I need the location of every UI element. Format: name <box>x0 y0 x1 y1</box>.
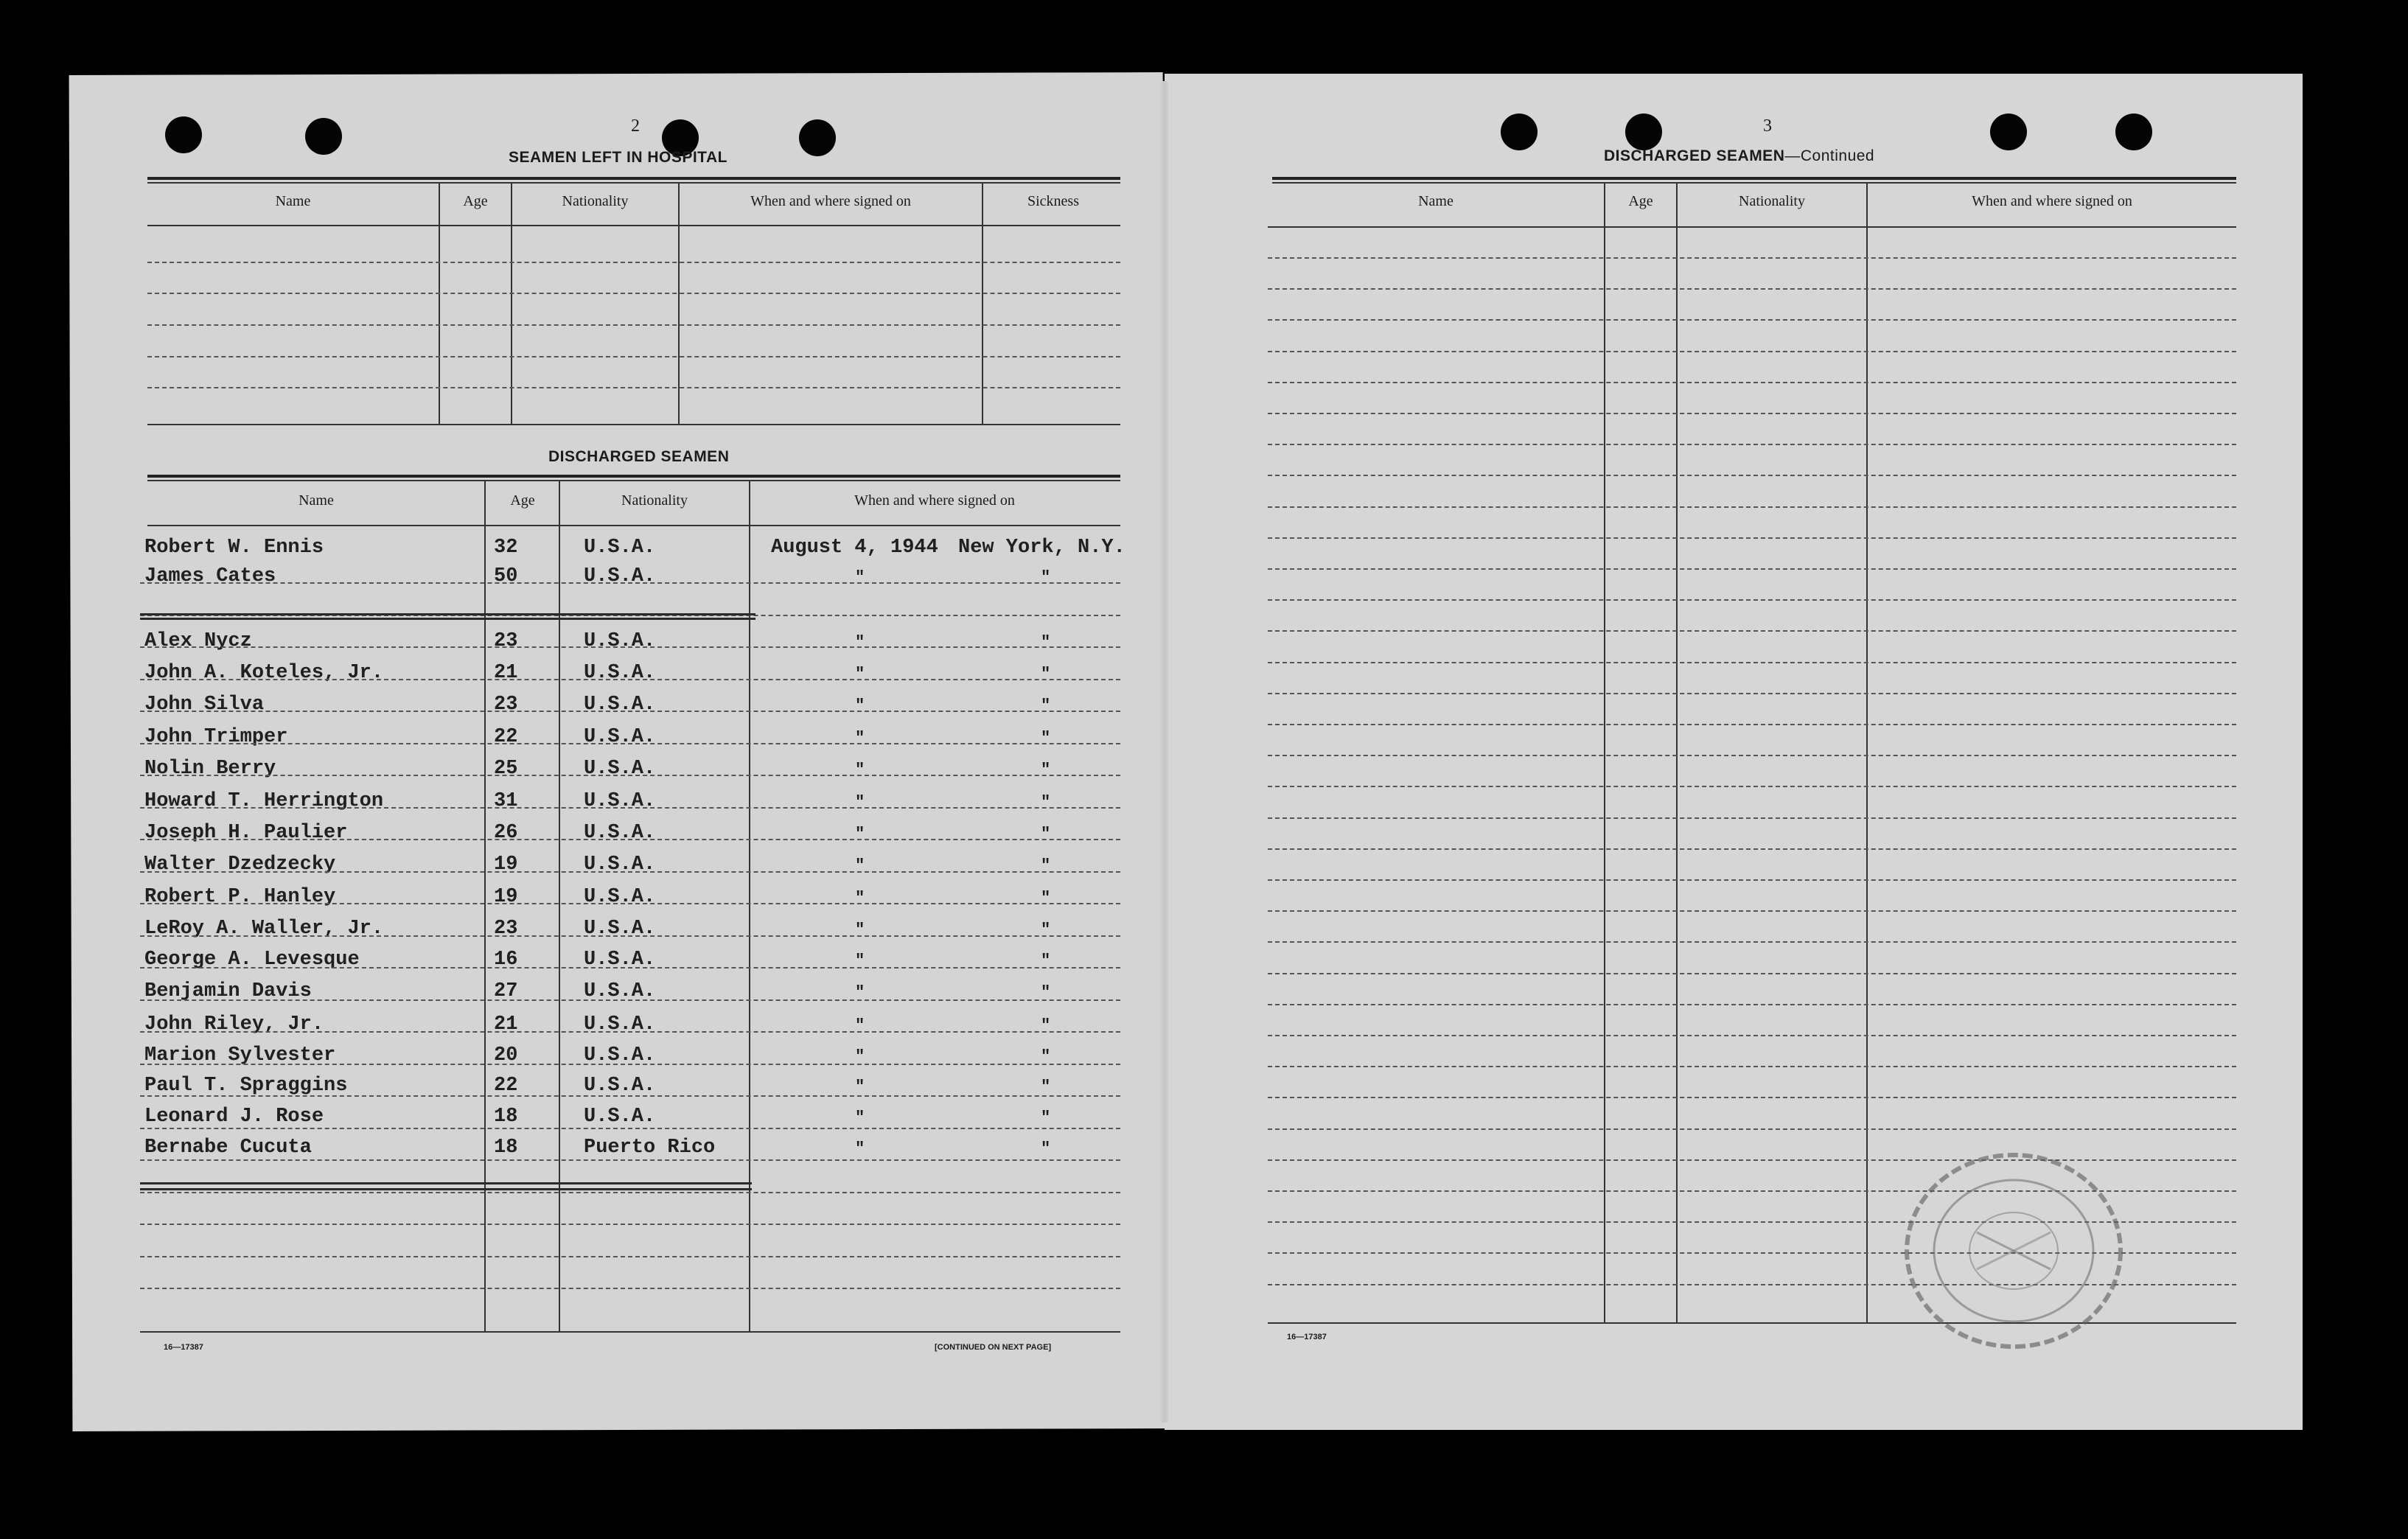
table-rule <box>1272 177 2236 180</box>
row-rule <box>1268 1097 2236 1098</box>
signed-on-date: " <box>855 793 865 812</box>
right-col-name: Name <box>1418 193 1453 209</box>
seaman-name: Howard T. Herrington <box>144 790 384 812</box>
row-rule <box>140 679 1120 680</box>
table-rule <box>1866 182 1868 1323</box>
seaman-name: Marion Sylvester <box>144 1044 336 1067</box>
punch-hole <box>1625 114 1662 150</box>
seaman-nationality: U.S.A. <box>584 758 656 780</box>
table-rule <box>147 177 1120 180</box>
seaman-name: Nolin Berry <box>144 758 276 780</box>
continued-note: [CONTINUED ON NEXT PAGE] <box>935 1343 1052 1352</box>
seaman-name: Joseph H. Paulier <box>144 822 348 844</box>
table-bottom-rule <box>140 1331 1120 1333</box>
seaman-name: Benjamin Davis <box>144 980 312 1002</box>
signed-on-place: New York, N.Y. <box>958 537 1126 559</box>
signed-on-place: " <box>1041 1016 1051 1035</box>
row-rule <box>1268 630 2236 632</box>
seaman-nationality: U.S.A. <box>584 1106 656 1128</box>
postmark-stamp <box>1896 1144 2132 1358</box>
seaman-name: Paul T. Spraggins <box>144 1075 348 1097</box>
seaman-nationality: U.S.A. <box>584 1044 656 1067</box>
seaman-age: 31 <box>494 790 518 812</box>
row-rule <box>1268 973 2236 974</box>
signed-on-date: " <box>855 633 865 652</box>
seaman-age: 19 <box>494 886 518 908</box>
row-rule <box>1268 1128 2236 1130</box>
signed-on-place: " <box>1041 761 1051 779</box>
row-rule <box>140 935 1120 937</box>
strikethrough-line <box>140 1182 752 1184</box>
table-rule <box>147 225 1120 226</box>
table-rule <box>439 182 440 425</box>
signed-on-date: " <box>855 1016 865 1035</box>
seaman-nationality: U.S.A. <box>584 918 656 940</box>
row-rule <box>140 1031 1120 1033</box>
row-rule <box>1268 382 2236 383</box>
signed-on-date: " <box>855 1078 865 1096</box>
hospital-col-sickness: Sickness <box>1027 193 1079 209</box>
signed-on-place: " <box>1041 729 1051 747</box>
seaman-name: Bernabe Cucuta <box>144 1137 312 1159</box>
signed-on-date: " <box>855 825 865 843</box>
signed-on-place: " <box>1041 665 1051 683</box>
row-rule <box>140 1095 1120 1097</box>
row-rule <box>1268 755 2236 756</box>
signed-on-date: " <box>855 568 865 587</box>
seaman-age: 50 <box>494 565 518 587</box>
row-rule <box>1268 1004 2236 1005</box>
discharged-col-signed-on: When and where signed on <box>854 492 1015 509</box>
seaman-nationality: U.S.A. <box>584 694 656 716</box>
table-rule <box>484 480 486 1332</box>
table-rule <box>147 262 1120 263</box>
seaman-age: 26 <box>494 822 518 844</box>
signed-on-place: " <box>1041 889 1051 907</box>
right-page-number: 3 <box>1763 116 1772 136</box>
left-page <box>69 72 1167 1431</box>
hospital-col-age: Age <box>463 193 488 209</box>
hospital-section-title: SEAMEN LEFT IN HOSPITAL <box>509 149 727 166</box>
row-rule <box>140 582 1120 584</box>
right-col-nationality: Nationality <box>1739 193 1805 209</box>
discharged-col-age: Age <box>510 492 535 509</box>
signed-on-date: August 4, 1944 <box>771 537 938 559</box>
row-rule <box>1268 257 2236 259</box>
seaman-nationality: Puerto Rico <box>584 1137 716 1159</box>
row-rule <box>1268 319 2236 321</box>
right-form-number: 16—17387 <box>1287 1333 1327 1341</box>
row-rule <box>1268 444 2236 445</box>
seaman-nationality: U.S.A. <box>584 726 656 748</box>
hospital-col-name: Name <box>275 193 311 209</box>
seaman-age: 25 <box>494 758 518 780</box>
signed-on-place: " <box>1041 856 1051 875</box>
row-rule <box>140 711 1120 712</box>
left-form-number: 16—17387 <box>164 1343 203 1352</box>
seaman-nationality: U.S.A. <box>584 662 656 684</box>
signed-on-place: " <box>1041 825 1051 843</box>
table-rule <box>982 182 983 425</box>
seaman-name: Robert P. Hanley <box>144 886 336 908</box>
signed-on-date: " <box>855 921 865 939</box>
seaman-nationality: U.S.A. <box>584 537 656 559</box>
row-rule <box>1268 662 2236 663</box>
seaman-age: 23 <box>494 694 518 716</box>
seaman-name: John A. Koteles, Jr. <box>144 662 384 684</box>
signed-on-date: " <box>855 856 865 875</box>
seaman-name: John Silva <box>144 694 265 716</box>
signed-on-date: " <box>855 665 865 683</box>
seaman-age: 18 <box>494 1106 518 1128</box>
row-rule <box>140 1128 1120 1129</box>
table-rule <box>749 480 750 1332</box>
row-rule <box>1268 879 2236 881</box>
table-rule <box>147 525 1120 526</box>
seaman-nationality: U.S.A. <box>584 1013 656 1036</box>
signed-on-date: " <box>855 1140 865 1158</box>
hospital-col-nationality: Nationality <box>562 193 629 209</box>
row-rule <box>1268 568 2236 570</box>
seaman-name: Robert W. Ennis <box>144 537 324 559</box>
row-rule <box>1268 475 2236 476</box>
row-rule <box>1268 786 2236 787</box>
right-title-suffix: —Continued <box>1784 147 1875 164</box>
signed-on-place: " <box>1041 1109 1051 1127</box>
seaman-age: 19 <box>494 854 518 876</box>
row-rule <box>140 871 1120 873</box>
row-rule <box>140 903 1120 904</box>
seaman-age: 21 <box>494 662 518 684</box>
seaman-nationality: U.S.A. <box>584 630 656 652</box>
row-rule <box>1268 1066 2236 1067</box>
punch-hole <box>1990 114 2027 150</box>
row-rule <box>1268 941 2236 943</box>
right-col-signed-on: When and where signed on <box>1972 193 2132 209</box>
signed-on-place: " <box>1041 983 1051 1002</box>
seaman-age: 18 <box>494 1137 518 1159</box>
right-page <box>1165 74 2303 1430</box>
row-rule <box>140 743 1120 744</box>
discharged-col-nationality: Nationality <box>621 492 688 509</box>
table-rule <box>147 424 1120 425</box>
table-rule <box>1604 182 1605 1323</box>
row-rule <box>140 1224 1120 1225</box>
row-rule <box>1268 413 2236 414</box>
seaman-age: 16 <box>494 949 518 971</box>
left-page-number: 2 <box>631 116 640 136</box>
signed-on-date: " <box>855 729 865 747</box>
row-rule <box>1268 1035 2236 1036</box>
table-rule <box>147 356 1120 357</box>
table-rule <box>678 182 680 425</box>
table-rule <box>147 293 1120 294</box>
table-rule <box>511 182 512 425</box>
row-rule <box>140 1159 1120 1161</box>
signed-on-date: " <box>855 697 865 715</box>
strikethrough-line <box>140 613 755 615</box>
strikethrough-line <box>140 1188 752 1190</box>
signed-on-place: " <box>1041 633 1051 652</box>
punch-hole <box>305 118 342 155</box>
row-rule <box>1268 724 2236 725</box>
row-rule <box>1268 693 2236 694</box>
seaman-nationality: U.S.A. <box>584 790 656 812</box>
row-rule <box>140 1288 1120 1289</box>
row-rule <box>140 1064 1120 1065</box>
seaman-age: 21 <box>494 1013 518 1036</box>
seaman-nationality: U.S.A. <box>584 886 656 908</box>
row-rule <box>140 646 1120 648</box>
row-rule <box>1268 910 2236 912</box>
row-rule <box>1268 351 2236 352</box>
signed-on-place: " <box>1041 793 1051 812</box>
punch-hole <box>1501 114 1538 150</box>
seaman-age: 22 <box>494 1075 518 1097</box>
table-rule <box>559 480 560 1332</box>
signed-on-date: " <box>855 1047 865 1066</box>
table-rule <box>147 324 1120 326</box>
seaman-nationality: U.S.A. <box>584 980 656 1002</box>
seaman-nationality: U.S.A. <box>584 822 656 844</box>
table-rule <box>1268 226 2236 228</box>
row-rule <box>140 839 1120 840</box>
punch-hole <box>2115 114 2152 150</box>
signed-on-place: " <box>1041 952 1051 970</box>
signed-on-place: " <box>1041 1078 1051 1096</box>
seaman-nationality: U.S.A. <box>584 854 656 876</box>
right-section-title <box>1604 147 1874 165</box>
row-rule <box>140 1192 1120 1193</box>
row-rule <box>140 999 1120 1001</box>
discharged-col-name: Name <box>299 492 334 509</box>
signed-on-place: " <box>1041 568 1051 587</box>
signed-on-place: " <box>1041 697 1051 715</box>
row-rule <box>140 1256 1120 1257</box>
seaman-age: 23 <box>494 630 518 652</box>
signed-on-place: " <box>1041 921 1051 939</box>
row-rule <box>140 967 1120 969</box>
seaman-age: 32 <box>494 537 518 559</box>
seaman-nationality: U.S.A. <box>584 565 656 587</box>
discharged-section-title: DISCHARGED SEAMEN <box>548 448 730 465</box>
seaman-name: Leonard J. Rose <box>144 1106 324 1128</box>
table-rule <box>147 475 1120 478</box>
seaman-age: 20 <box>494 1044 518 1067</box>
row-rule <box>1268 817 2236 819</box>
seaman-name: George A. Levesque <box>144 949 360 971</box>
row-rule <box>140 807 1120 809</box>
seaman-name: John Riley, Jr. <box>144 1013 324 1036</box>
seaman-age: 27 <box>494 980 518 1002</box>
signed-on-date: " <box>855 1109 865 1127</box>
seaman-nationality: U.S.A. <box>584 949 656 971</box>
table-rule <box>1272 182 2236 184</box>
seaman-name: Alex Nycz <box>144 630 252 652</box>
right-title-main: DISCHARGED SEAMEN <box>1604 147 1785 164</box>
signed-on-date: " <box>855 952 865 970</box>
signed-on-place: " <box>1041 1047 1051 1066</box>
row-rule <box>1268 506 2236 508</box>
seaman-age: 22 <box>494 726 518 748</box>
signed-on-date: " <box>855 889 865 907</box>
punch-hole <box>165 116 202 153</box>
strikethrough-line <box>140 618 755 620</box>
row-rule <box>140 775 1120 776</box>
row-rule <box>1268 599 2236 601</box>
row-rule <box>1268 848 2236 850</box>
page-fold <box>1161 81 1168 1423</box>
signed-on-date: " <box>855 983 865 1002</box>
seaman-name: LeRoy A. Waller, Jr. <box>144 918 384 940</box>
hospital-col-signed-on: When and where signed on <box>750 193 911 209</box>
row-rule <box>1268 537 2236 539</box>
table-rule <box>147 480 1120 481</box>
seaman-age: 23 <box>494 918 518 940</box>
seaman-name: John Trimper <box>144 726 288 748</box>
table-rule <box>1676 182 1678 1323</box>
seaman-name: Walter Dzedzecky <box>144 854 336 876</box>
signed-on-date: " <box>855 761 865 779</box>
row-rule <box>1268 288 2236 290</box>
table-rule <box>147 387 1120 388</box>
seaman-nationality: U.S.A. <box>584 1075 656 1097</box>
table-rule <box>147 182 1120 184</box>
punch-hole <box>799 119 836 156</box>
right-col-age: Age <box>1628 193 1653 209</box>
signed-on-place: " <box>1041 1140 1051 1158</box>
seaman-name: James Cates <box>144 565 276 587</box>
